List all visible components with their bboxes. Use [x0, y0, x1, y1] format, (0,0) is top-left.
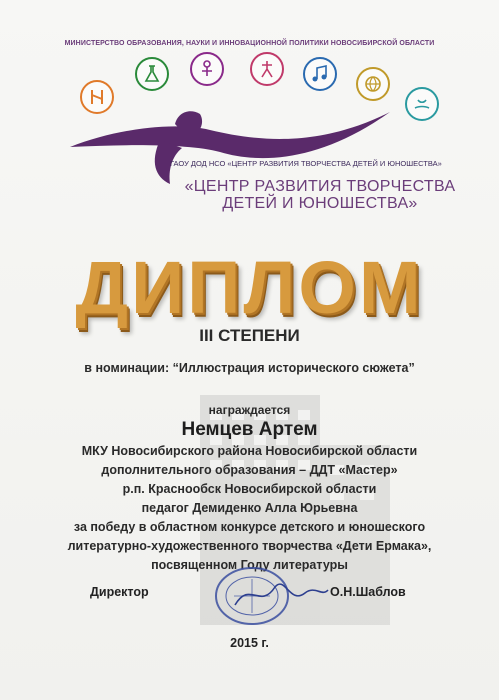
diploma-title: ДИПЛОМ [75, 246, 424, 329]
director-name: О.Н.Шаблов [330, 585, 406, 599]
center-name [170, 178, 470, 212]
diploma-degree: III СТЕПЕНИ [199, 326, 300, 345]
award-line: р.п. Краснообск Новосибирской области [122, 482, 377, 496]
director-label: Директор [90, 585, 149, 599]
award-line: за победу в областном конкурсе детского и юношеского [73, 520, 426, 534]
award-line: посвященном Году литературы [151, 558, 348, 572]
ministry-heading: МИНИСТЕРСТВО ОБРАЗОВАНИЯ, НАУКИ И ИННОВАЦИОННОЙ ПОЛИТИКИ НОВОСИБИРСКОЙ ОБЛАСТИ [64, 40, 435, 47]
recipient-name: Немцев Артем [181, 419, 318, 440]
musician-icon [197, 59, 217, 79]
sport-icon [412, 94, 432, 114]
music-icon [310, 64, 330, 84]
award-line: литературно-художественного творчества «Дети Ермака», [67, 539, 432, 553]
center-name-line-2: ДЕТЕЙ И ЮНОШЕСТВА» [222, 195, 418, 212]
nomination: в номинации: “Иллюстрация исторического сюжета” [84, 361, 415, 375]
logo-circle-6 [356, 67, 390, 101]
logo-circle-3 [190, 52, 224, 86]
award-line: педагог Демиденко Алла Юрьевна [141, 501, 358, 515]
issue-year: 2015 г. [230, 636, 269, 650]
logo-circle-5 [303, 57, 337, 91]
logo-circle-2 [135, 57, 169, 91]
center-name-line-1: «ЦЕНТР РАЗВИТИЯ ТВОРЧЕСТВА [184, 178, 456, 195]
award-line: дополнительного образования – ДДТ «Мастер» [101, 463, 398, 477]
awarded-label: награждается [208, 403, 291, 417]
director-signature [230, 575, 330, 615]
organization-line: ГАОУ ДОД НСО «ЦЕНТР РАЗВИТИЯ ТВОРЧЕСТВА ДЕТЕЙ И ЮНОШЕСТВА» [170, 159, 442, 168]
award-line: МКУ Новосибирского района Новосибирской области [81, 444, 418, 458]
dancer-icon [257, 59, 277, 79]
logo-circle-4 [250, 52, 284, 86]
award-text [0, 442, 499, 575]
globe-icon [363, 74, 383, 94]
dancers-icon [87, 87, 107, 107]
chemistry-icon [142, 64, 162, 84]
logo-circle-7 [405, 87, 439, 121]
logo-circle-1 [80, 80, 114, 114]
